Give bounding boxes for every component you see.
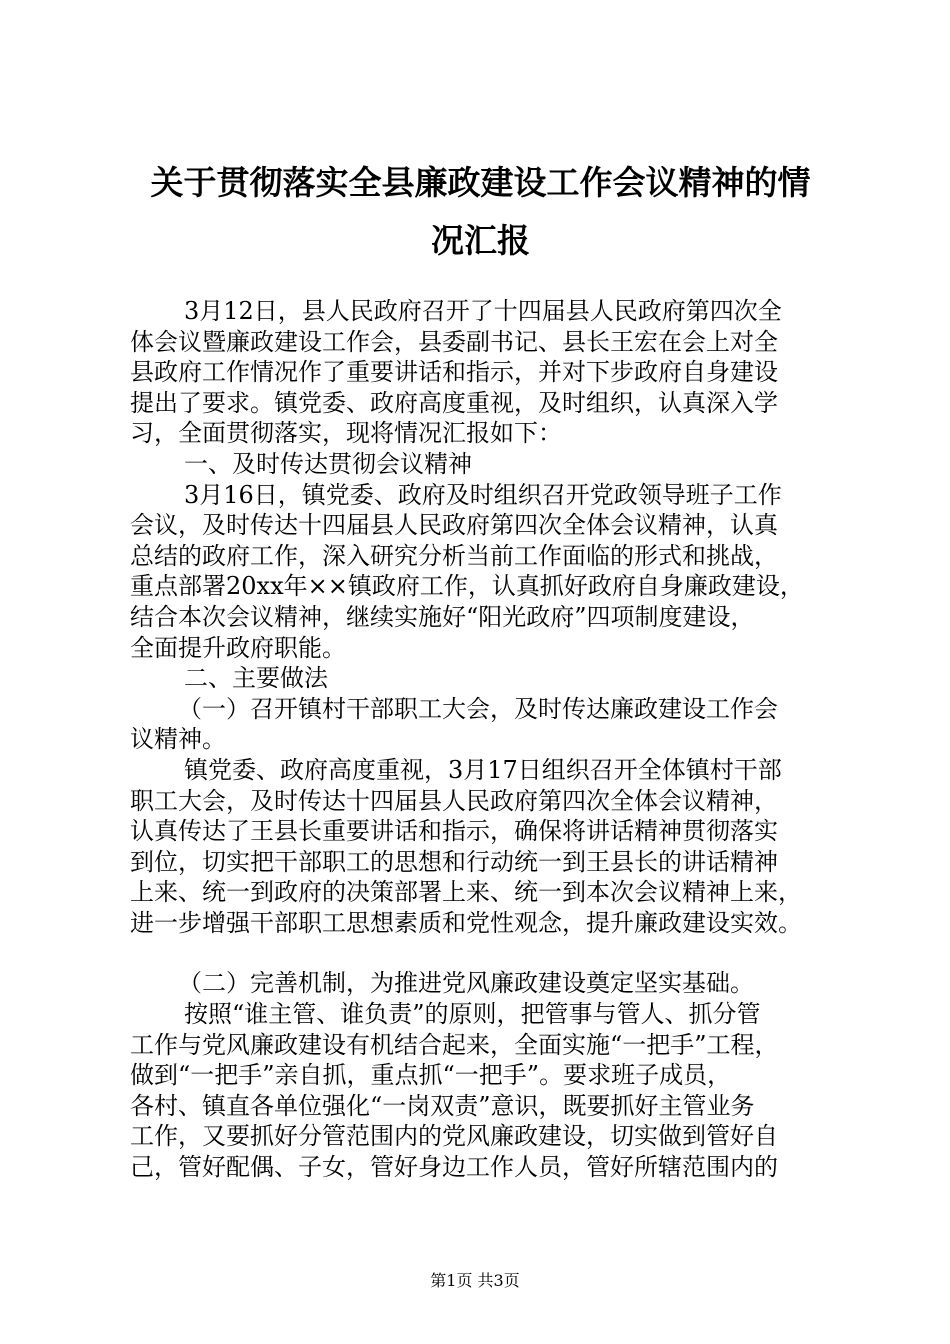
paragraph-line: 认真传达了王县长重要讲话和指示，确保将讲话精神贯彻落实: [130, 817, 778, 846]
paragraph-line: 职工大会，及时传达十四届县人民政府第四次全体会议精神，: [130, 786, 778, 815]
paragraph-line: 做到“一把手”亲自抓，重点抓“一把手”。要求班子成员，: [130, 1061, 732, 1090]
subsection-heading-2: （二）完善机制，为推进党风廉政建设奠定坚实基础。: [178, 969, 754, 998]
paragraph-line: 按照“谁主管、谁负责”的原则，把管事与管人、抓分管: [184, 1000, 761, 1029]
paragraph-line: 习，全面贯彻落实，现将情况汇报如下：: [130, 419, 562, 448]
document-title-line-1: 关于贯彻落实全县廉政建设工作会议精神的情: [150, 163, 811, 202]
paragraph-line: 重点部署20xx年××镇政府工作，认真抓好政府自身廉政建设，: [130, 572, 804, 601]
paragraph-line: 会议，及时传达十四届县人民政府第四次全体会议精神，认真: [130, 511, 778, 540]
paragraph-line: 己，管好配偶、子女，管好身边工作人员，管好所辖范围内的: [130, 1153, 778, 1182]
paragraph-line: 进一步增强干部职工思想素质和党性观念，提升廉政建设实效。: [130, 908, 802, 937]
paragraph-line: 体会议暨廉政建设工作会，县委副书记、县长王宏在会上对全: [130, 327, 778, 356]
subsection-heading-1: （一）召开镇村干部职工大会，及时传达廉政建设工作会: [178, 694, 778, 723]
paragraph-line: 上来、统一到政府的决策部署上来、统一到本次会议精神上来，: [130, 878, 802, 907]
section-heading-1: 一、及时传达贯彻会议精神: [184, 449, 472, 478]
paragraph-line: 工作与党风廉政建设有机结合起来，全面实施“一把手”工程，: [130, 1030, 779, 1059]
paragraph-line: 结合本次会议精神，继续实施好“阳光政府”四项制度建设，: [130, 602, 755, 631]
paragraph-line: 工作，又要抓好分管范围内的党风廉政建设，切实做到管好自: [130, 1122, 778, 1151]
document-title-line-2: 况汇报: [431, 221, 530, 260]
paragraph-gap: [130, 938, 848, 968]
paragraph-line: 全面提升政府职能。: [130, 633, 346, 662]
paragraph-line: 提出了要求。镇党委、政府高度重视，及时组织，认真深入学: [130, 388, 778, 417]
document-body: [130, 296, 848, 1183]
paragraph-line: 总结的政府工作，深入研究分析当前工作面临的形式和挑战，: [130, 541, 778, 570]
paragraph-line: 到位，切实把干部职工的思想和行动统一到王县长的讲话精神: [130, 847, 778, 876]
paragraph-line: 县政府工作情况作了重要讲话和指示，并对下步政府自身建设: [130, 358, 778, 387]
section-heading-2: 二、主要做法: [184, 664, 328, 693]
paragraph-line: 3月16日，镇党委、政府及时组织召开党政领导班子工作: [184, 480, 782, 509]
subsection-heading-1-cont: 议精神。: [130, 725, 226, 754]
paragraph-line: 3月12日，县人民政府召开了十四届县人民政府第四次全: [184, 297, 782, 325]
paragraph-line: 镇党委、政府高度重视，3月17日组织召开全体镇村干部: [184, 755, 782, 784]
paragraph-line: 各村、镇直各单位强化“一岗双责”意识，既要抓好主管业务: [130, 1091, 755, 1120]
page-number-footer: 第1页 共3页: [430, 1271, 520, 1290]
